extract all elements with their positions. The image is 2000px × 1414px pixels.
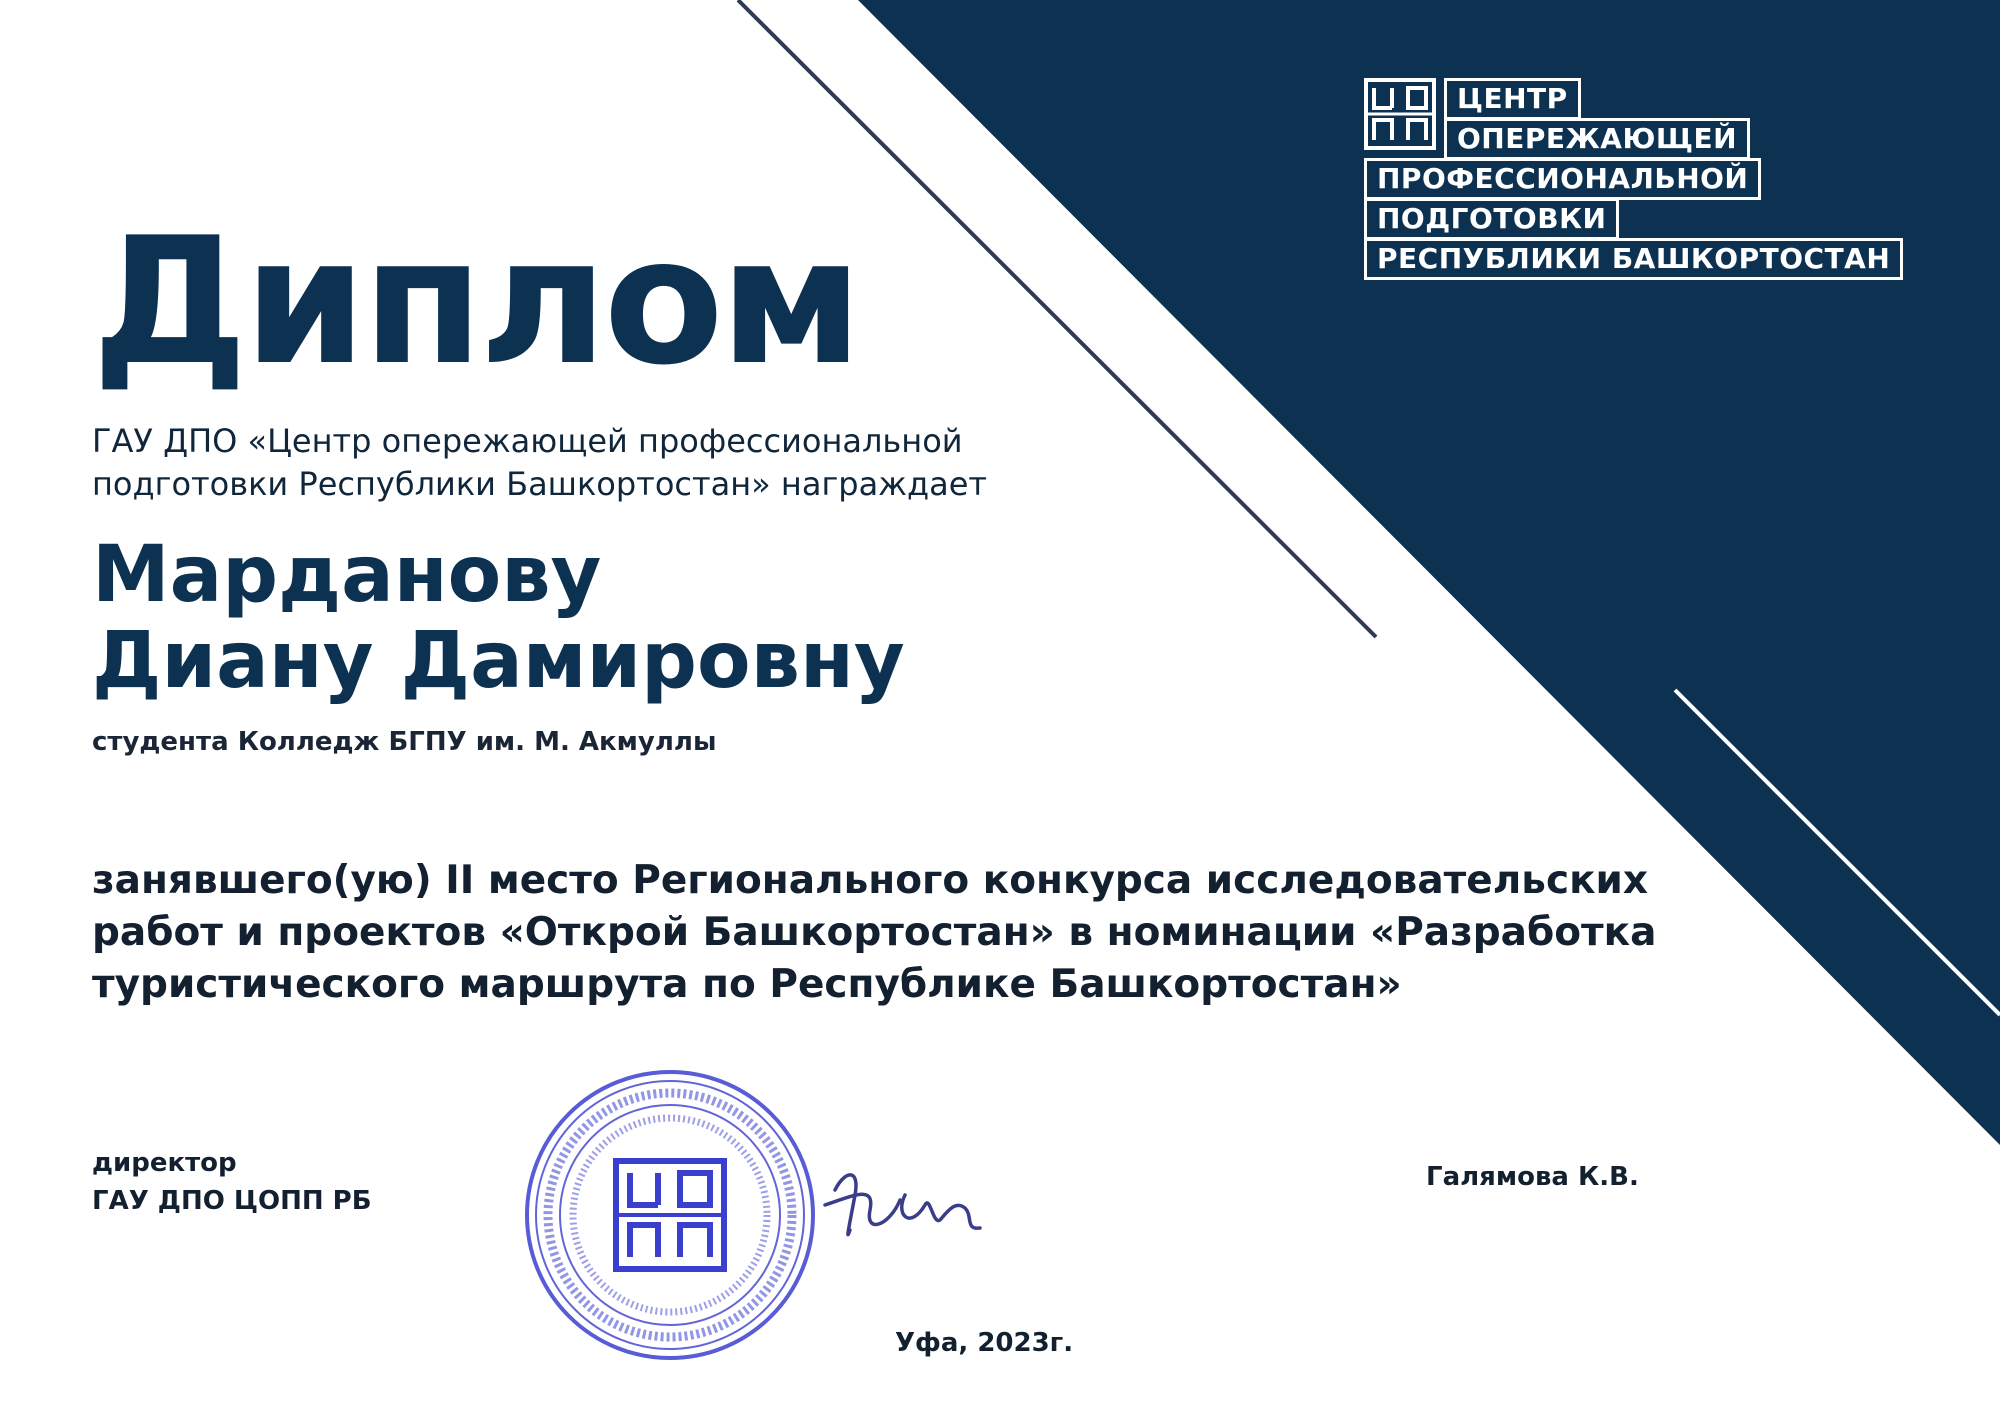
issuer-text: ГАУ ДПО «Центр опережающей профессиональной подготовки Республики Башкортостан» награждает bbox=[92, 422, 988, 503]
handwritten-signature-icon bbox=[815, 1150, 1005, 1260]
logo-text-line-1: ЦЕНТР bbox=[1444, 78, 1581, 120]
signer-name: Галямова К.В. bbox=[1426, 1162, 1639, 1192]
student-affiliation: студента Колледж БГПУ им. М. Акмуллы bbox=[92, 727, 717, 757]
official-seal-icon bbox=[520, 1065, 820, 1365]
diploma-title: Диплом bbox=[92, 201, 859, 404]
logo-text-line-4: ПОДГОТОВКИ bbox=[1364, 198, 1619, 240]
copp-monogram-icon bbox=[1364, 78, 1436, 150]
logo-text-line-3: ПРОФЕССИОНАЛЬНОЙ bbox=[1364, 158, 1761, 200]
recipient-name bbox=[92, 532, 905, 704]
logo-text-line-2: ОПЕРЕЖАЮЩЕЙ bbox=[1444, 118, 1750, 160]
logo-text-line-5: РЕСПУБЛИКИ БАШКОРТОСТАН bbox=[1364, 238, 1903, 280]
place-date: Уфа, 2023г. bbox=[895, 1328, 1074, 1358]
recipient-given-names: Диану Дамировну bbox=[92, 616, 905, 706]
recipient-surname: Марданову bbox=[92, 530, 602, 620]
achievement-text: занявшего(ую) II место Регионального конкурса исследовательских работ и проектов «Открой Башкортостан» в номинации «Разработка туристического маршрута по Республике Башкортостан» bbox=[92, 858, 1657, 1007]
signer-role bbox=[92, 1144, 372, 1220]
signer-role-title: директор bbox=[92, 1148, 237, 1178]
signer-organization: ГАУ ДПО ЦОПП РБ bbox=[92, 1186, 372, 1216]
